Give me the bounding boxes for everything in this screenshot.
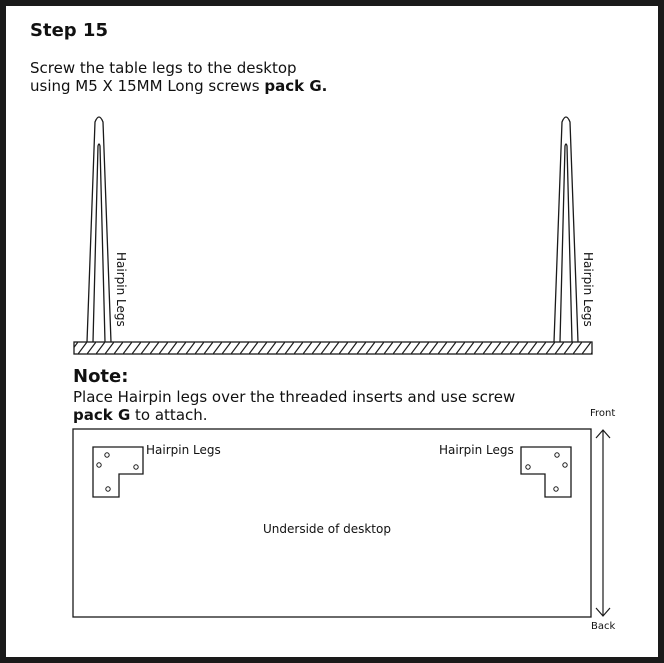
instruction-line-1: Screw the table legs to the desktop <box>30 59 297 77</box>
note-line-1: Place Hairpin legs over the threaded inserts and use screw <box>73 388 516 406</box>
note-line-2 <box>73 406 208 424</box>
right-leg-bracket <box>521 447 571 497</box>
back-label: Back <box>591 621 616 632</box>
pack-label: pack G. <box>264 77 328 95</box>
front-label: Front <box>590 408 616 419</box>
right-leg-label: Hairpin Legs <box>581 252 595 327</box>
assembly-diagram <box>6 6 658 657</box>
right-bracket-label: Hairpin Legs <box>439 443 514 457</box>
left-bracket-label: Hairpin Legs <box>146 443 221 457</box>
left-leg-label: Hairpin Legs <box>114 252 128 327</box>
left-hairpin-leg <box>87 117 111 342</box>
step-title: Step 15 <box>30 20 108 41</box>
right-hairpin-leg <box>554 117 578 342</box>
note-text: to attach. <box>130 406 208 424</box>
left-leg-bracket <box>93 447 143 497</box>
instruction-line-2 <box>30 77 327 95</box>
note-pack-label: pack G <box>73 406 131 424</box>
desktop-side-view <box>74 342 592 354</box>
desktop-underside-label: Underside of desktop <box>263 522 391 536</box>
note-title: Note: <box>73 366 129 387</box>
instruction-text: using M5 X 15MM Long screws <box>30 77 265 95</box>
front-back-arrow <box>596 430 610 616</box>
